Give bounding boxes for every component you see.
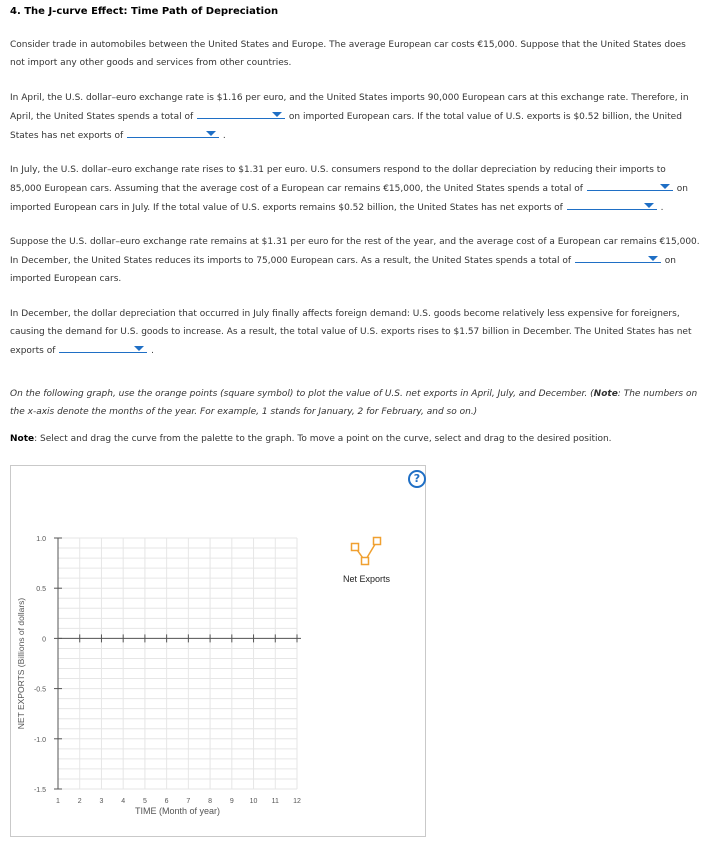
net-exports-palette-icon[interactable] <box>352 538 381 565</box>
question-title: 4. The J-curve Effect: Time Path of Depreciation <box>10 6 279 17</box>
chevron-down-icon <box>648 256 658 261</box>
y-tick-label: 0.5 <box>36 586 46 594</box>
chevron-down-icon <box>134 346 144 351</box>
december-text-2: . <box>151 346 155 356</box>
july-text-1: In July, the U.S. dollar–euro exchange rate rises to $1.31 per euro. U.S. consumers respond to the dollar depreciation by reducing their imports to 85,000 European cars. Assuming that the average cost of a European car remains €15,000, the United States spends a total of <box>10 165 666 194</box>
april-text-1: In April, the U.S. dollar–euro exchange rate is $1.16 per euro, and the United States imports 90,000 European cars at this exchange rate. Therefore, in April, the United States spends a total of <box>10 93 689 122</box>
y-tick-label: -1.0 <box>33 736 46 744</box>
rest-text-2: on imported European cars. <box>10 256 677 284</box>
april-imports-dropdown[interactable] <box>197 107 285 119</box>
y-axis-label: NET EXPORTS (Billions of dollars) <box>16 597 26 730</box>
april-net-exports-dropdown[interactable] <box>127 126 219 138</box>
x-tick-label: 6 <box>164 798 169 805</box>
x-tick-label: 8 <box>208 798 213 805</box>
palette-square-point <box>352 544 359 551</box>
x-tick-label: 10 <box>249 798 258 805</box>
chevron-down-icon <box>660 184 670 189</box>
chart-axes <box>58 538 301 789</box>
y-tick-label: 0 <box>42 636 46 644</box>
april-text-2: on imported European cars. If the total value of U.S. exports is $0.52 billion, the United States has net exports of <box>10 112 682 141</box>
december-net-exports-dropdown[interactable] <box>59 341 147 353</box>
graph-instructions-note-label: Note <box>593 389 618 399</box>
july-text-3: . <box>660 203 664 213</box>
july-imports-dropdown[interactable] <box>587 179 673 191</box>
palette-square-point <box>362 558 369 565</box>
help-icon[interactable]: ? <box>408 470 426 488</box>
chevron-down-icon <box>272 112 282 117</box>
y-tick-label: -0.5 <box>33 686 46 694</box>
july-paragraph <box>10 161 700 217</box>
x-tick-label: 11 <box>271 798 279 805</box>
y-tick-label: 1.0 <box>36 536 46 543</box>
graph-panel <box>10 465 426 837</box>
net-exports-chart[interactable] <box>11 466 425 836</box>
chart-ticks <box>34 536 301 805</box>
net-exports-palette-label[interactable]: Net Exports <box>343 574 391 584</box>
note-text: : Select and drag the curve from the palette to the graph. To move a point on the curve, select and drag to the desired position. <box>34 434 612 444</box>
x-axis-label: TIME (Month of year) <box>134 806 221 816</box>
graph-instructions <box>10 385 700 421</box>
note-label: Note <box>10 434 35 444</box>
drag-note <box>10 430 700 448</box>
x-tick-label: 12 <box>293 798 301 805</box>
graph-instructions-text-2: : The numbers on the x-axis denote the months of the year. For example, 1 stands for January, 2 for February, and so on.) <box>10 389 698 417</box>
x-tick-label: 9 <box>229 798 234 805</box>
rest-text-1: Suppose the U.S. dollar–euro exchange rate remains at $1.31 per euro for the rest of the year, and the average cost of a European car remains €15,000. In December, the United States reduces its imports to 75,000 European cars. As a result, the United States spends a total of <box>10 237 700 266</box>
april-paragraph <box>10 89 700 145</box>
chevron-down-icon <box>206 131 216 136</box>
palette-square-point <box>374 538 381 545</box>
december-imports-dropdown[interactable] <box>575 251 661 263</box>
july-net-exports-dropdown[interactable] <box>567 198 657 210</box>
december-text-1: In December, the dollar depreciation that occurred in July finally affects foreign demand: U.S. goods become relatively less expensive for foreigners, causing the demand for U.S. goods to increase. As a result, the total value of U.S. exports rises to $1.57 billion in December. The United States has net exports of <box>10 309 692 356</box>
intro-paragraph: Consider trade in automobiles between the United States and Europe. The average European car costs €15,000. Suppose that the United States does not import any other goods and services from other countries. <box>10 40 686 68</box>
y-tick-label: -1.5 <box>33 787 46 794</box>
x-tick-label: 4 <box>121 798 126 805</box>
chart-grid <box>58 538 297 789</box>
x-tick-label: 2 <box>77 798 82 805</box>
april-text-3: . <box>222 131 226 141</box>
x-tick-label: 5 <box>142 798 147 805</box>
x-tick-label: 7 <box>186 798 191 805</box>
rest-of-year-paragraph <box>10 233 700 288</box>
x-tick-label: 3 <box>99 798 104 805</box>
graph-instructions-text-1: On the following graph, use the orange points (square symbol) to plot the value of U.S. net exports in April, July, and December. ( <box>10 389 594 399</box>
x-tick-label: 1 <box>56 798 60 805</box>
july-text-2: on imported European cars in July. If the total value of U.S. exports remains $0.52 billion, the United States has net exports of <box>10 184 688 213</box>
chevron-down-icon <box>644 203 654 208</box>
december-paragraph <box>10 305 700 360</box>
